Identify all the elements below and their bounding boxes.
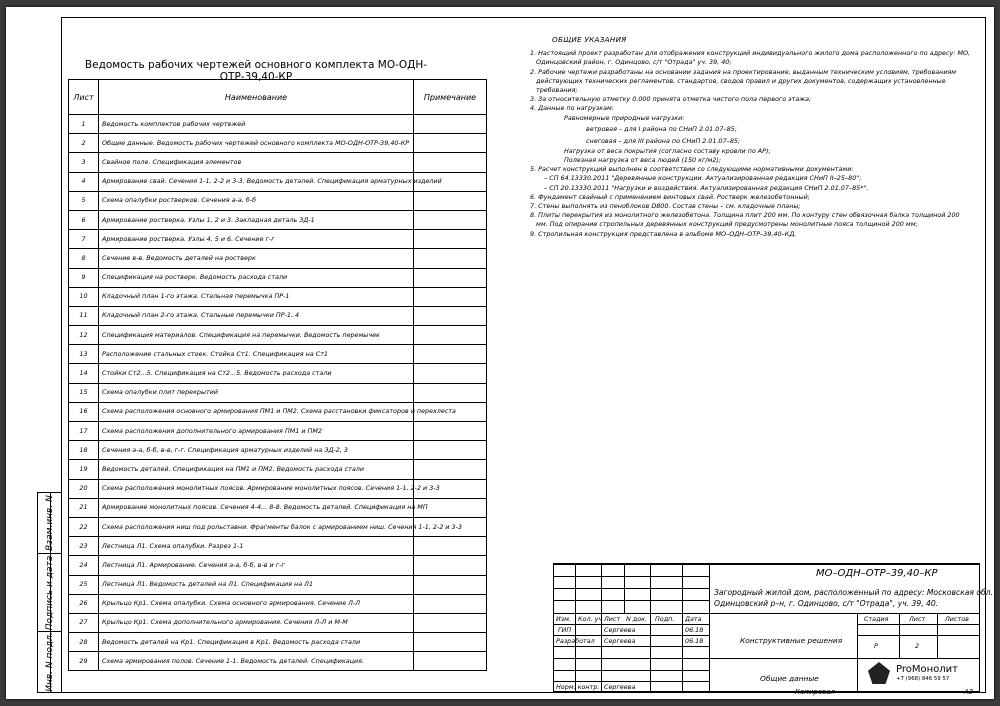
company-name: ProМонолит: [896, 664, 958, 675]
sheets-header: Листов: [945, 615, 969, 623]
sheet-note: [414, 345, 487, 364]
sheet-name: Лестница Л1. Ведомость деталей на Л1. Спецификация на Л1: [99, 575, 414, 594]
col-head-izm: Изм.: [556, 615, 572, 623]
side-stamp: [37, 492, 62, 693]
side-stamp-label: Инв. N подл.: [44, 632, 55, 692]
sheet-number: 11: [69, 306, 99, 325]
sheet-name: Схема расположения монолитных поясов. Армирование монолитных поясов. Сечения 1-1, 2-2 и 3-3: [99, 479, 414, 498]
note-line: Равномерные природные нагрузки:: [564, 113, 685, 122]
note-line: ветровая – для I района по СНиП 2.01.07–85;: [586, 124, 737, 133]
sheet-name: Армирование свай. Сечения 1-1, 2-2 и 3-3. Ведомость деталей. Спецификация арматурных изделий: [99, 172, 414, 191]
norm-control-name: Сергеева: [604, 683, 636, 691]
table-row: [69, 115, 487, 134]
table-row: [69, 556, 487, 575]
sheet-value: 2: [915, 642, 920, 650]
col-head-kol: Кол. уч: [578, 615, 603, 623]
table-row: [69, 287, 487, 306]
table-row: [69, 594, 487, 613]
sheet-number: 1: [69, 115, 99, 134]
table-row: [69, 537, 487, 556]
sheet-note: [414, 383, 487, 402]
sheet-number: 9: [69, 268, 99, 287]
sheet-number: 22: [69, 517, 99, 536]
side-cell-signature: [38, 554, 62, 632]
sheet-name: Свайное поле. Спецификация элементов: [99, 153, 414, 172]
sheet-number: 25: [69, 575, 99, 594]
document-code: МО–ОДН–ОТР–39,40–КР: [816, 568, 938, 579]
table-row: [69, 575, 487, 594]
sheet-number: 16: [69, 402, 99, 421]
table-row: [69, 210, 487, 229]
table-row: [69, 517, 487, 536]
side-cell-replace: [38, 492, 62, 554]
role-developer: Разработал: [556, 637, 595, 645]
note-line: 5. Расчет конструкций выполнен в соответствии со следующими нормативными документами:: [530, 165, 854, 174]
note-line: – СП 64.13330.2011 "Деревянные конструкции. Актуализированная редакция СНиП II–25–80";: [544, 174, 862, 183]
sheet-name: Схема опалубки плит перекрытий: [99, 383, 414, 402]
table-row: [69, 153, 487, 172]
sheet-note: [414, 652, 487, 671]
col-head-list: Лист: [604, 615, 621, 623]
col-head-podp: Подп.: [655, 615, 675, 623]
sheet-note: [414, 210, 487, 229]
side-cell-original: [38, 632, 62, 693]
note-line: 9. Стропильная конструкция представлена в альбоме МО–ОДН–ОТР–39,40–КД.: [530, 229, 797, 238]
sheet-name: Армирование ростверка. Узлы 4, 5 и 6. Сечение г-г: [99, 230, 414, 249]
table-row: [69, 230, 487, 249]
sheet-number: 7: [69, 230, 99, 249]
sheet-name: Спецификация на ростверк. Ведомость расхода стали: [99, 268, 414, 287]
table-row: [69, 402, 487, 421]
notes-heading: ОБЩИЕ УКАЗАНИЯ: [552, 35, 627, 44]
note-line: Полезная нагрузка от веса людей (150 кг/м2);: [564, 156, 722, 165]
sheet-note: [414, 613, 487, 632]
sheet-number: 29: [69, 652, 99, 671]
sheet-note: [414, 230, 487, 249]
sheet-name: Сечение в-в. Ведомость деталей на ростверк: [99, 249, 414, 268]
sheet-number: 15: [69, 383, 99, 402]
col-head-ndok: N док.: [626, 615, 648, 623]
note-line: снеговая – для III района по СНиП 2.01.07–85;: [586, 136, 741, 145]
sheet-name: Ведомость деталей. Спецификация на ПМ1 и ПМ2. Ведомость расхода стали: [99, 460, 414, 479]
sheet-name: Армирование ростверка. Узлы 1, 2 и 3. Закладная деталь ЗД-1: [99, 210, 414, 229]
table-header-row: [69, 80, 487, 115]
title-block: [553, 563, 993, 692]
table-row: [69, 498, 487, 517]
header-name: Наименование: [99, 80, 414, 115]
table-row: [69, 613, 487, 632]
role-norm-control: Норм. контр.: [556, 683, 600, 691]
sheet-number: 3: [69, 153, 99, 172]
sheet-number: 24: [69, 556, 99, 575]
sheet-name: Крыльцо Кр1. Схема опалубки. Схема основного армирования. Сечение Л-Л: [99, 594, 414, 613]
sheet-number: 19: [69, 460, 99, 479]
note-line: 6. Фундамент свайный с применением винтовых свай. Ростверк железобетонный;: [530, 192, 810, 201]
sheet-note: [414, 441, 487, 460]
table-row: [69, 306, 487, 325]
side-stamp-label: Подпись и дата: [44, 555, 55, 630]
note-line: – СП 20.13330.2011 "Нагрузки и воздействия. Актуализированная редакция СНиП 2.01.07–85*".: [544, 183, 869, 192]
company-logo: [868, 662, 958, 684]
stage-value: Р: [874, 642, 878, 650]
sheet-note: [414, 556, 487, 575]
sheet-number: 23: [69, 537, 99, 556]
sheet-note: [414, 249, 487, 268]
sheet-note: [414, 364, 487, 383]
sheet-note: [414, 306, 487, 325]
sheet-name: Лестница Л1. Схема опалубки. Разрез 1-1: [99, 537, 414, 556]
sheet-name: Схема опалубки ростверков. Сечения а-а, б-б: [99, 191, 414, 210]
sheet-number: 14: [69, 364, 99, 383]
table-row: [69, 422, 487, 441]
sheet-number: 27: [69, 613, 99, 632]
sheet-number: 8: [69, 249, 99, 268]
note-line: 1. Настоящий проект разработан для отображения конструкций индивидуального жилого дома расположенного по адресу: МО,: [530, 49, 971, 58]
sheet-name: Схема расположения ниш под рольставни. Фрагменты балок с армированием ниш. Сечения 1-1, 2-2 и 3-3: [99, 517, 414, 536]
note-line: мм. Под опирание стропильных деревянных конструкций предусмотрены монолитные пояса толщиной 200 мм;: [536, 220, 918, 229]
sheet-name: Армирование монолитных поясов. Сечения 4-4... 8-8. Ведомость деталей. Спецификация на МП: [99, 498, 414, 517]
note-line: 8. Плиты перекрытия из монолитного железобетона. Толщина плит 200 мм. По контуру стен обвязочная балка толщиной 200: [530, 211, 960, 220]
table-row: [69, 633, 487, 652]
copied-label: Копировал: [795, 688, 835, 696]
table-row: [69, 134, 487, 153]
sheet-number: 6: [69, 210, 99, 229]
sheet-note: [414, 422, 487, 441]
section-name: Конструктивные решения: [740, 636, 843, 645]
sheet-number: 4: [69, 172, 99, 191]
sheet-number: 13: [69, 345, 99, 364]
sheet-number: 2: [69, 134, 99, 153]
sheet-name: Схема армирования полов. Сечение 1-1. Ведомость деталей. Спецификация.: [99, 652, 414, 671]
sheet-number: 20: [69, 479, 99, 498]
sheet-name: Ведомость комплектов рабочих чертежей: [99, 115, 414, 134]
sheet-note: [414, 575, 487, 594]
stage-header: Стадия: [864, 615, 889, 623]
sheet-name: Ведомость деталей на Кр1. Спецификация в Кр1. Ведомость расхода стали: [99, 633, 414, 652]
sheet-name: Кладочный план 1-го этажа. Стальная перемычка ПР-1: [99, 287, 414, 306]
note-line: Одинцовский район, г. Одинцово, с/т "Отрада" уч. 39, 40;: [536, 58, 732, 67]
table-row: [69, 191, 487, 210]
table-row: [69, 326, 487, 345]
col-head-date: Дата: [685, 615, 702, 623]
table-row: [69, 479, 487, 498]
table-row: [69, 364, 487, 383]
sheet-name: Кладочный план 2-го этажа. Стальные перемычки ПР-1..4: [99, 306, 414, 325]
sheet-number: 12: [69, 326, 99, 345]
table-row: [69, 460, 487, 479]
sheet-name: Лестница Л1. Армирование. Сечения а-а, б-б, в-в и г-г: [99, 556, 414, 575]
sheet-name: Сечения а-а, б-б, в-в, г-г. Спецификация арматурных изделий на ЗД-2, 3: [99, 441, 414, 460]
sheet-note: [414, 537, 487, 556]
sheet-note: [414, 268, 487, 287]
object-line-2: Одинцовский р–н, г. Одинцово, с/т "Отрада", уч. 39, 40.: [714, 599, 939, 608]
sheet-note: [414, 633, 487, 652]
sheet-name: Крыльцо Кр1. Схема дополнительного армирования. Сечения Л-Л и М-М: [99, 613, 414, 632]
sheet-number: 26: [69, 594, 99, 613]
table-row: [69, 441, 487, 460]
sheet-number: 28: [69, 633, 99, 652]
note-line: 4. Данные по нагрузкам:: [530, 104, 614, 113]
sheet-number: 10: [69, 287, 99, 306]
monolith-logo-icon: [868, 662, 890, 684]
sheet-number: 18: [69, 441, 99, 460]
sheet-note: [414, 153, 487, 172]
sheet-name: Схема расположения основного армирования ПМ1 и ПМ2. Схема расстановки фиксаторов и перехлеста: [99, 402, 414, 421]
sheet-note: [414, 594, 487, 613]
format-label: А3: [964, 688, 974, 696]
object-line-1: Загородный жилой дом, расположенный по адресу: Московская обл.: [714, 588, 993, 597]
sheet-note: [414, 287, 487, 306]
sheet-name: Общие данные. Ведомость рабочих чертежей основного комплекта МО-ОДН-ОТР-39,40-КР: [99, 134, 414, 153]
company-phone: +7 (968) 846 59 57: [896, 676, 950, 682]
role-gip: ГИП: [558, 626, 572, 634]
table-row: [69, 652, 487, 671]
table-row: [69, 383, 487, 402]
sheet-note: [414, 115, 487, 134]
gip-name: Сергеева: [604, 626, 636, 634]
sheet-note: [414, 460, 487, 479]
drawing-sheet: [6, 7, 994, 699]
sheet-name: Расположение стальных стоек. Стойка Ст1. Спецификация на Ст1: [99, 345, 414, 364]
sheet-name: Спецификация материалов. Спецификация на перемычки. Ведомость перемычек: [99, 326, 414, 345]
developer-date: 06.18: [685, 637, 704, 645]
general-notes: [530, 35, 978, 239]
note-line: 3. За относительную отметку 0.000 принята отметка чистого пола первого этажа;: [530, 95, 812, 104]
sheet-name: Схема расположения дополнительного армирования ПМ1 и ПМ2: [99, 422, 414, 441]
table-row: [69, 345, 487, 364]
note-line: 2. Рабочие чертежи разработаны на основании задания на проектирование, выданным техническим условиям, требованиям: [530, 67, 957, 76]
sheet-number: 5: [69, 191, 99, 210]
sheet-header: Лист: [909, 615, 926, 623]
table-row: [69, 249, 487, 268]
header-sheet: Лист: [69, 80, 99, 115]
sheet-number: 21: [69, 498, 99, 517]
sheet-number: 17: [69, 422, 99, 441]
side-stamp-label: Взам.инв. N: [44, 495, 55, 551]
drawings-list-table: [68, 79, 487, 671]
note-line: требования;: [536, 86, 578, 95]
drawing-name: Общие данные: [760, 674, 819, 683]
sheet-name: Стойки Ст2...5. Спецификация на Ст2...5. Ведомость расхода стали: [99, 364, 414, 383]
table-row: [69, 172, 487, 191]
sheet-list-title: Ведомость рабочих чертежей основного комплекта МО-ОДН-ОТР-39,40-КР: [84, 59, 428, 83]
developer-name: Сергеева: [604, 637, 636, 645]
gip-date: 06.18: [685, 626, 704, 634]
sheet-note: [414, 191, 487, 210]
note-line: Нагрузка от веса покрытия (согласно составу кровли по АР);: [564, 146, 771, 155]
note-line: 7. Стены выполнять из пеноблоков D800. Состав стены – см. кладочные планы;: [530, 202, 801, 211]
sheet-note: [414, 134, 487, 153]
table-row: [69, 268, 487, 287]
sheet-note: [414, 326, 487, 345]
note-line: действующих технических регламентов, стандартов, сводов правил и других документов, содержащих установленные: [536, 76, 946, 85]
header-note: Примечание: [414, 80, 487, 115]
